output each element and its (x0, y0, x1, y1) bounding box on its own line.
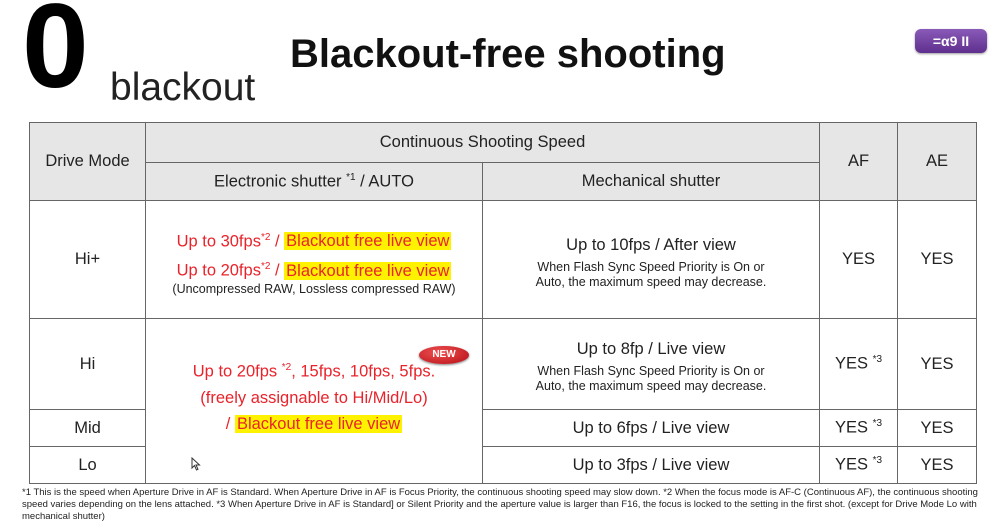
raw-note: (Uncompressed RAW, Lossless compressed RAW) (172, 281, 456, 296)
drive-mode-cell: Lo (30, 447, 146, 484)
mechanical-cell: Up to 3fps / Live view (483, 447, 820, 484)
new-badge: NEW (419, 346, 469, 364)
page-title: Blackout-free shooting (290, 32, 726, 76)
electronic-cell: Up to 30fps$^{*2}$ / Blackout free live view Up to 20fps$^{*2}$ / Blackout free live view (Uncompressed RAW, Lossless compressed RAW) (146, 201, 483, 319)
model-badge: =α9 II (915, 29, 987, 53)
af-cell: YES (820, 201, 898, 319)
blackout-subheading: blackout (110, 66, 256, 109)
af-cell: YES $^{*3}$ (820, 410, 898, 447)
drive-mode-cell: Mid (30, 410, 146, 447)
af-cell: YES $^{*3}$ (820, 319, 898, 410)
table-row-hiplus (30, 201, 977, 319)
table-row-hi (30, 319, 977, 410)
shared-electronic-cell: Up to 20fps $^{*2}$, 15fps, 10fps, 5fps. (freely assignable to Hi/Mid/Lo) / Blackout free live view (146, 319, 483, 484)
ae-header: AE (898, 123, 977, 201)
table-header-row (30, 123, 977, 163)
drive-mode-table (29, 122, 977, 484)
continuous-speed-header: Continuous Shooting Speed (146, 123, 820, 163)
drive-mode-header: Drive Mode (30, 123, 146, 201)
electronic-shutter-header: Electronic shutter $^{*1}$ / AUTO (146, 163, 483, 201)
af-cell: YES $^{*3}$ (820, 447, 898, 484)
af-header: AF (820, 123, 898, 201)
ae-cell: YES (898, 319, 977, 410)
ae-cell: YES (898, 410, 977, 447)
mechanical-cell: Up to 10fps / After view When Flash Sync Speed Priority is On or Auto, the maximum speed may decrease. (483, 201, 820, 319)
footnote: *1 This is the speed when Aperture Drive in AF is Standard. When Aperture Drive in AF is Focus Priority, the continuous shooting speed may slow down. *2 When the focus mode is AF-C (Continuous AF), the continuous shooting speed varies depending on the lens attached. *3 When Aperture Drive in AF is Standard] or Silent Priority and the aperture value is larger than F16, the focus is locked to the setting in the first shot. (except for Drive Mode Lo with mechanical shutter) (22, 487, 978, 522)
mouse-cursor-icon (191, 457, 201, 471)
zero-heading: 0 (22, 0, 85, 113)
ae-cell: YES (898, 447, 977, 484)
ae-cell: YES (898, 201, 977, 319)
drive-mode-cell: Hi (30, 319, 146, 410)
mechanical-shutter-header: Mechanical shutter (483, 163, 820, 201)
mechanical-cell: Up to 6fps / Live view (483, 410, 820, 447)
drive-mode-cell: Hi+ (30, 201, 146, 319)
mechanical-cell: Up to 8fp / Live view When Flash Sync Speed Priority is On or Auto, the maximum speed may decrease. (483, 319, 820, 410)
